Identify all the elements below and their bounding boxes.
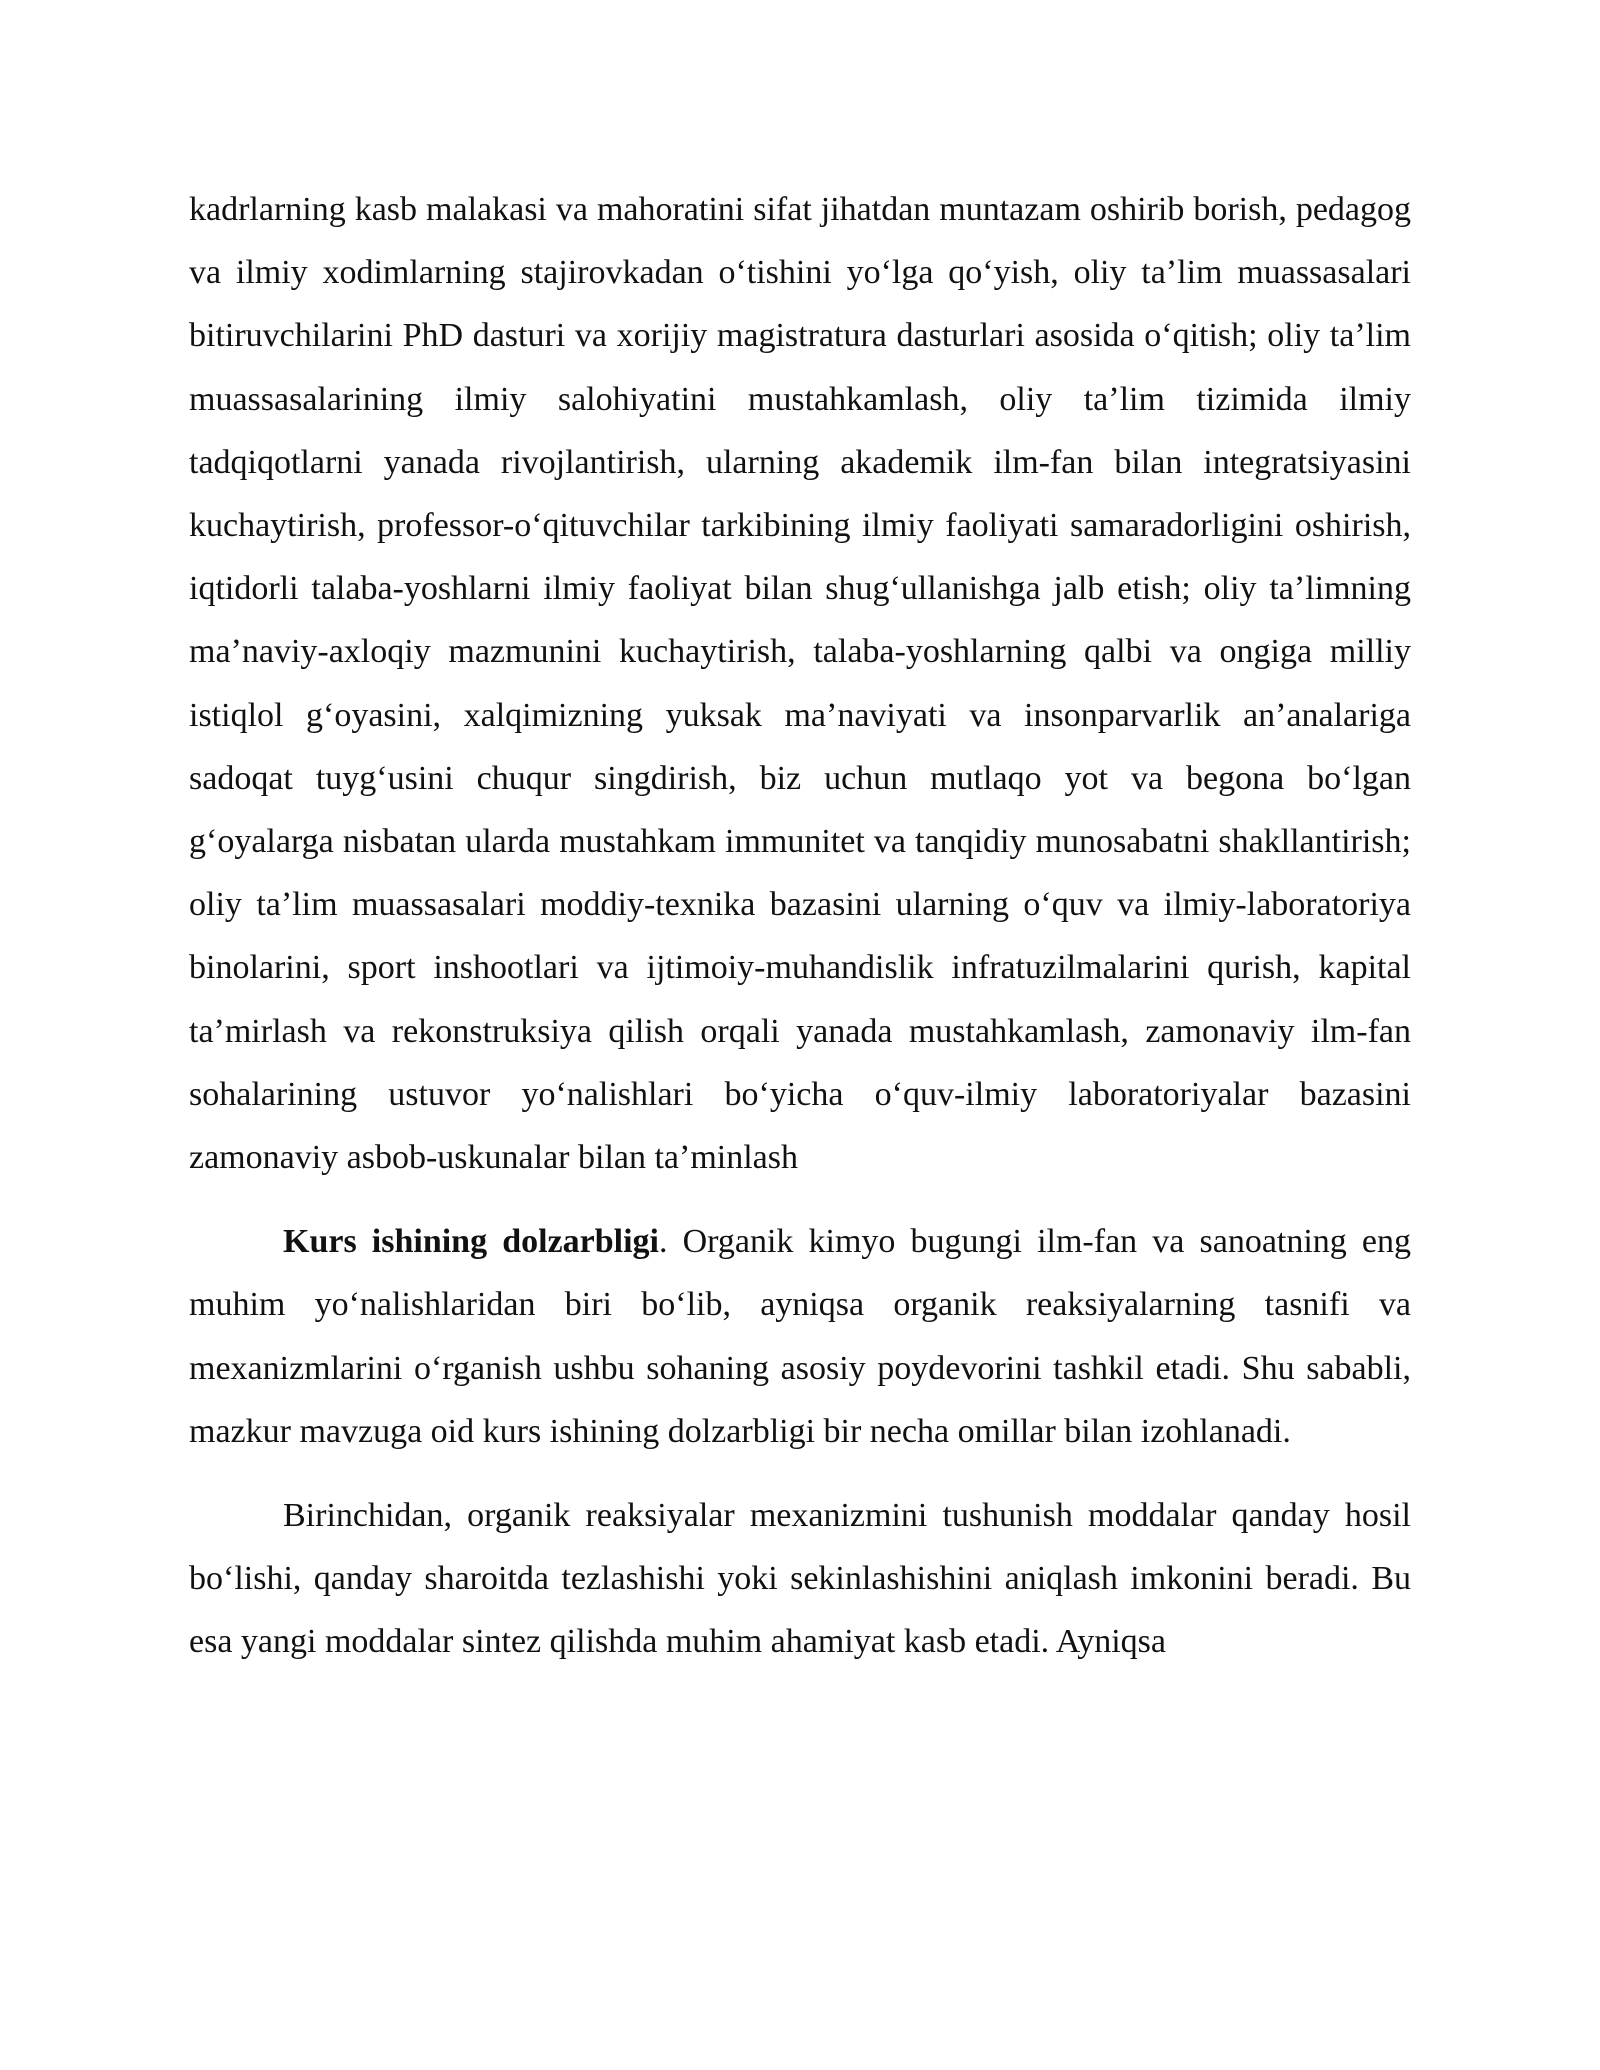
paragraph-firstly: Birinchidan, organik reaksiyalar mexanizmini tushunish moddalar qanday hosil boʻlishi, qanday sharoitda tezlashishi yoki sekinlashishini aniqlash imkonini beradi. Bu esa yangi moddalar sintez qilishda muhim ahamiyat kasb etadi. Ayniqsa [189,1497,1411,1661]
paragraph-continued: kadrlarning kasb malakasi va mahoratini sifat jihatdan muntazam oshirib borish, pedagog va ilmiy xodimlarning stajirovkadan oʻtishini yoʻlga qoʻyish, oliy taʼlim muassasalari bitiruvchilarini PhD dasturi va xorijiy magistratura dasturlari asosida oʻqitish; oliy taʼlim muassasalarining ilmiy salohiyatini mustahkamlash, oliy taʼlim tizimida ilmiy tadqiqotlarni yanada rivojlantirish, ularning akademik ilm-fan bilan integratsiyasini kuchaytirish, professor-oʻqituvchilar tarkibining ilmiy faoliyati samaradorligini oshirish, iqtidorli talaba-yoshlarni ilmiy faoliyat bilan shugʻullanishga jalb etish; oliy taʼlimning maʼnaviy-axloqiy mazmunini kuchaytirish, talaba-yoshlarning qalbi va ongiga milliy istiqlol gʻoyasini, xalqimizning yuksak maʼnaviyati va insonparvarlik anʼanalariga sadoqat tuygʻusini chuqur singdirish, biz uchun mutlaqo yot va begona boʻlgan gʻoyalarga nisbatan ularda mustahkam immunitet va tanqidiy munosabatni shakllantirish; oliy taʼlim muassasalari moddiy-texnika bazasini ularning oʻquv va ilmiy-laboratoriya binolarini, sport inshootlari va ijtimoiy-muhandislik infratuzilmalarini qurish, kapital taʼmirlash va rekonstruksiya qilish orqali yanada mustahkamlash, zamonaviy ilm-fan sohalarining ustuvor yoʻnalishlari boʻyicha oʻquv-ilmiy laboratoriyalar bazasini zamonaviy asbob-uskunalar bilan taʼminlash [189,191,1411,1177]
heading-period: . [659,1223,668,1261]
section-heading-relevance: Kurs ishining dolzarbligi [283,1223,659,1261]
body-text [189,178,1411,1674]
paragraph-relevance-text: Organik kimyo bugungi ilm-fan va sanoatning eng muhim yoʻnalishlaridan biri boʻlib, ayniqsa organik reaksiyalarning tasnifi va mexanizmlarini oʻrganish ushbu sohaning asosiy poydevorini tashkil etadi. Shu sababli, mazkur mavzuga oid kurs ishining dolzarbligi bir necha omillar bilan izohlanadi. [189,1223,1412,1450]
paragraph-relevance [189,1210,1411,1463]
